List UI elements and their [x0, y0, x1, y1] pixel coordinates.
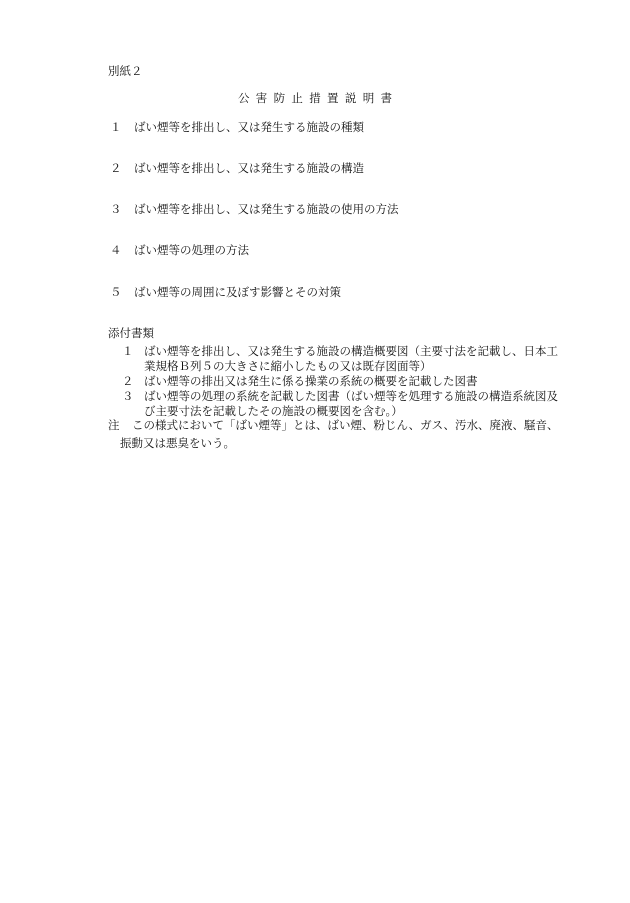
item-text: ばい煙等を排出し、又は発生する施設の種類: [134, 120, 364, 134]
note-text: この様式において「ばい煙等」とは、ばい煙、粉じん、ガス、汚水、廃液、騒音、: [132, 418, 559, 432]
item-number: ２: [110, 161, 122, 175]
document-title: 公害防止措置説明書: [237, 91, 399, 105]
item-number: ３: [110, 202, 122, 216]
attachment-item: [122, 346, 558, 358]
list-item: [110, 287, 341, 299]
note: [108, 420, 559, 432]
attachment-item: [122, 391, 558, 403]
attachment-text: ばい煙等の処理の系統を記載した図書（ばい煙等を処理する施設の構造系統図及: [144, 389, 558, 403]
list-item: [110, 122, 364, 134]
attachment-text-continued: 業規格Ｂ列５の大きさに縮小したもの又は既存図面等）: [144, 359, 432, 373]
item-text: ばい煙等の周囲に及ぼす影響とその対策: [134, 285, 341, 299]
item-number: ５: [110, 285, 122, 299]
note-text-continued: 振動又は悪臭をいう。: [120, 436, 235, 450]
attachments-heading: 添付書類: [108, 326, 154, 340]
item-number: ４: [110, 243, 122, 257]
list-item: [110, 245, 249, 257]
item-text: ばい煙等を排出し、又は発生する施設の構造: [134, 161, 364, 175]
attachment-text-continued: び主要寸法を記載したその施設の概要図を含む。）: [144, 404, 403, 418]
note-mark: 注: [108, 418, 120, 432]
attachment-number: ２: [122, 374, 134, 388]
list-item: [110, 204, 399, 216]
form-label: 別紙２: [108, 64, 143, 78]
attachment-number: ３: [122, 389, 134, 403]
attachment-text: ばい煙等を排出し、又は発生する施設の構造概要図（主要寸法を記載し、日本工: [144, 344, 558, 358]
attachment-item: [122, 376, 478, 388]
item-text: ばい煙等の処理の方法: [134, 243, 249, 257]
attachment-text: ばい煙等の排出又は発生に係る操業の系統の概要を記載した図書: [144, 374, 478, 388]
list-item: [110, 163, 364, 175]
item-text: ばい煙等を排出し、又は発生する施設の使用の方法: [134, 202, 399, 216]
attachment-number: １: [122, 344, 134, 358]
item-number: １: [110, 120, 122, 134]
